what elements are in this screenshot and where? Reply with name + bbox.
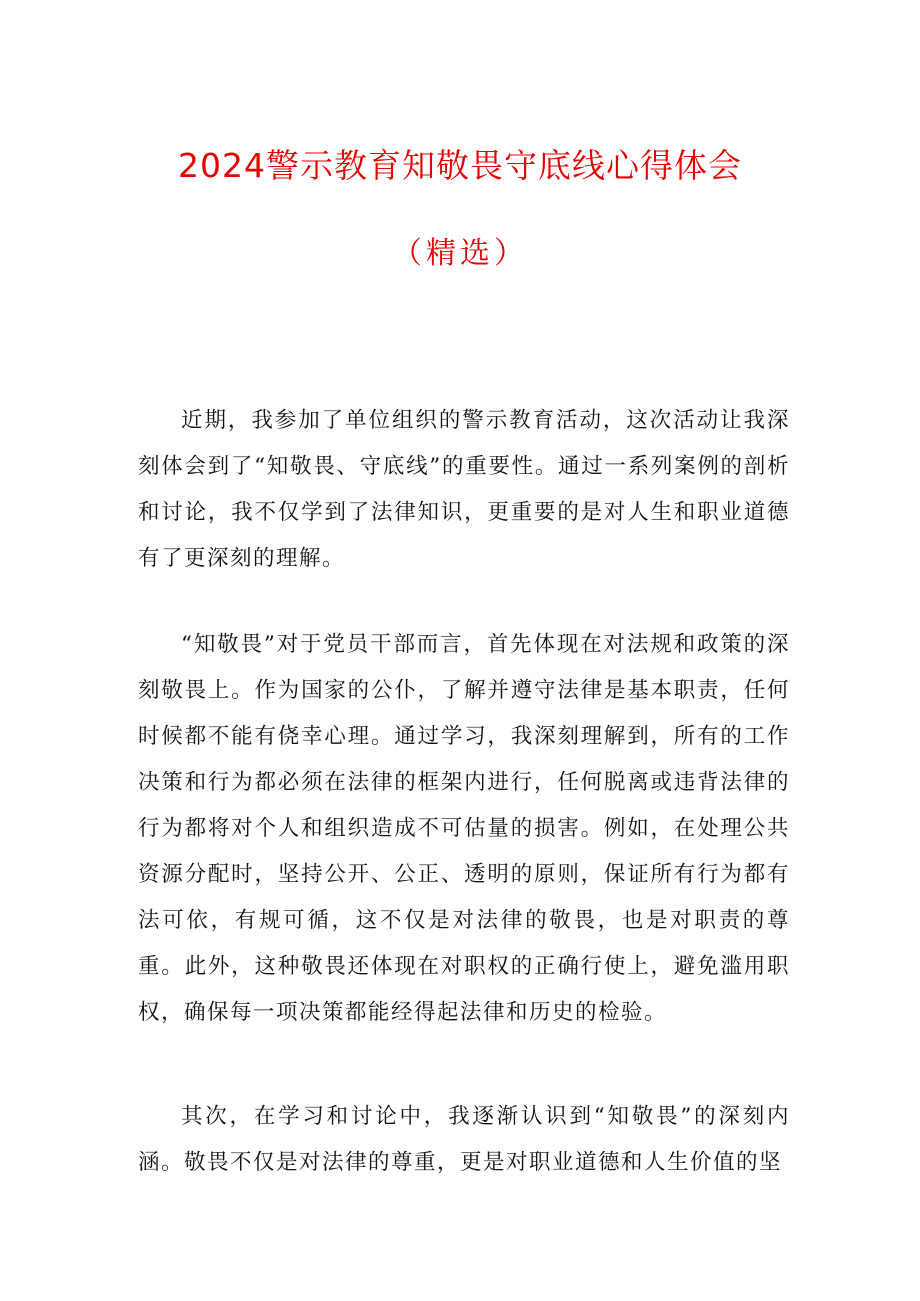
document-title: 2024警示教育知敬畏守底线心得体会	[178, 146, 742, 185]
document-body	[138, 398, 790, 1186]
paragraph: 其次，在学习和讨论中，我逐渐认识到“知敬畏”的深刻内涵。敬畏不仅是对法律的尊重，更是对职业道德和人生价值的坚	[138, 1104, 790, 1175]
paragraph: 近期，我参加了单位组织的警示教育活动，这次活动让我深刻体会到了“知敬畏、守底线”的重要性。通过一系列案例的剖析和讨论，我不仅学到了法律知识，更重要的是对人生和职业道德有了更深刻的理解。	[138, 408, 790, 571]
paragraph: “知敬畏”对于党员干部而言，首先体现在对法规和政策的深刻敬畏上。作为国家的公仆，了解并遵守法律是基本职责，任何时候都不能有侥幸心理。通过学习，我深刻理解到，所有的工作决策和行为都必须在法律的框架内进行，任何脱离或违背法律的行为都将对个人和组织造成不可估量的损害。例如，在处理公共资源分配时，坚持公开、公正、透明的原则，保证所有行为都有法可依，有规可循，这不仅是对法律的敬畏，也是对职责的尊重。此外，这种敬畏还体现在对职权的正确行使上，避免滥用职权，确保每一项决策都能经得起法律和历史的检验。	[138, 632, 790, 1025]
document-subtitle: （精选）	[392, 236, 528, 271]
